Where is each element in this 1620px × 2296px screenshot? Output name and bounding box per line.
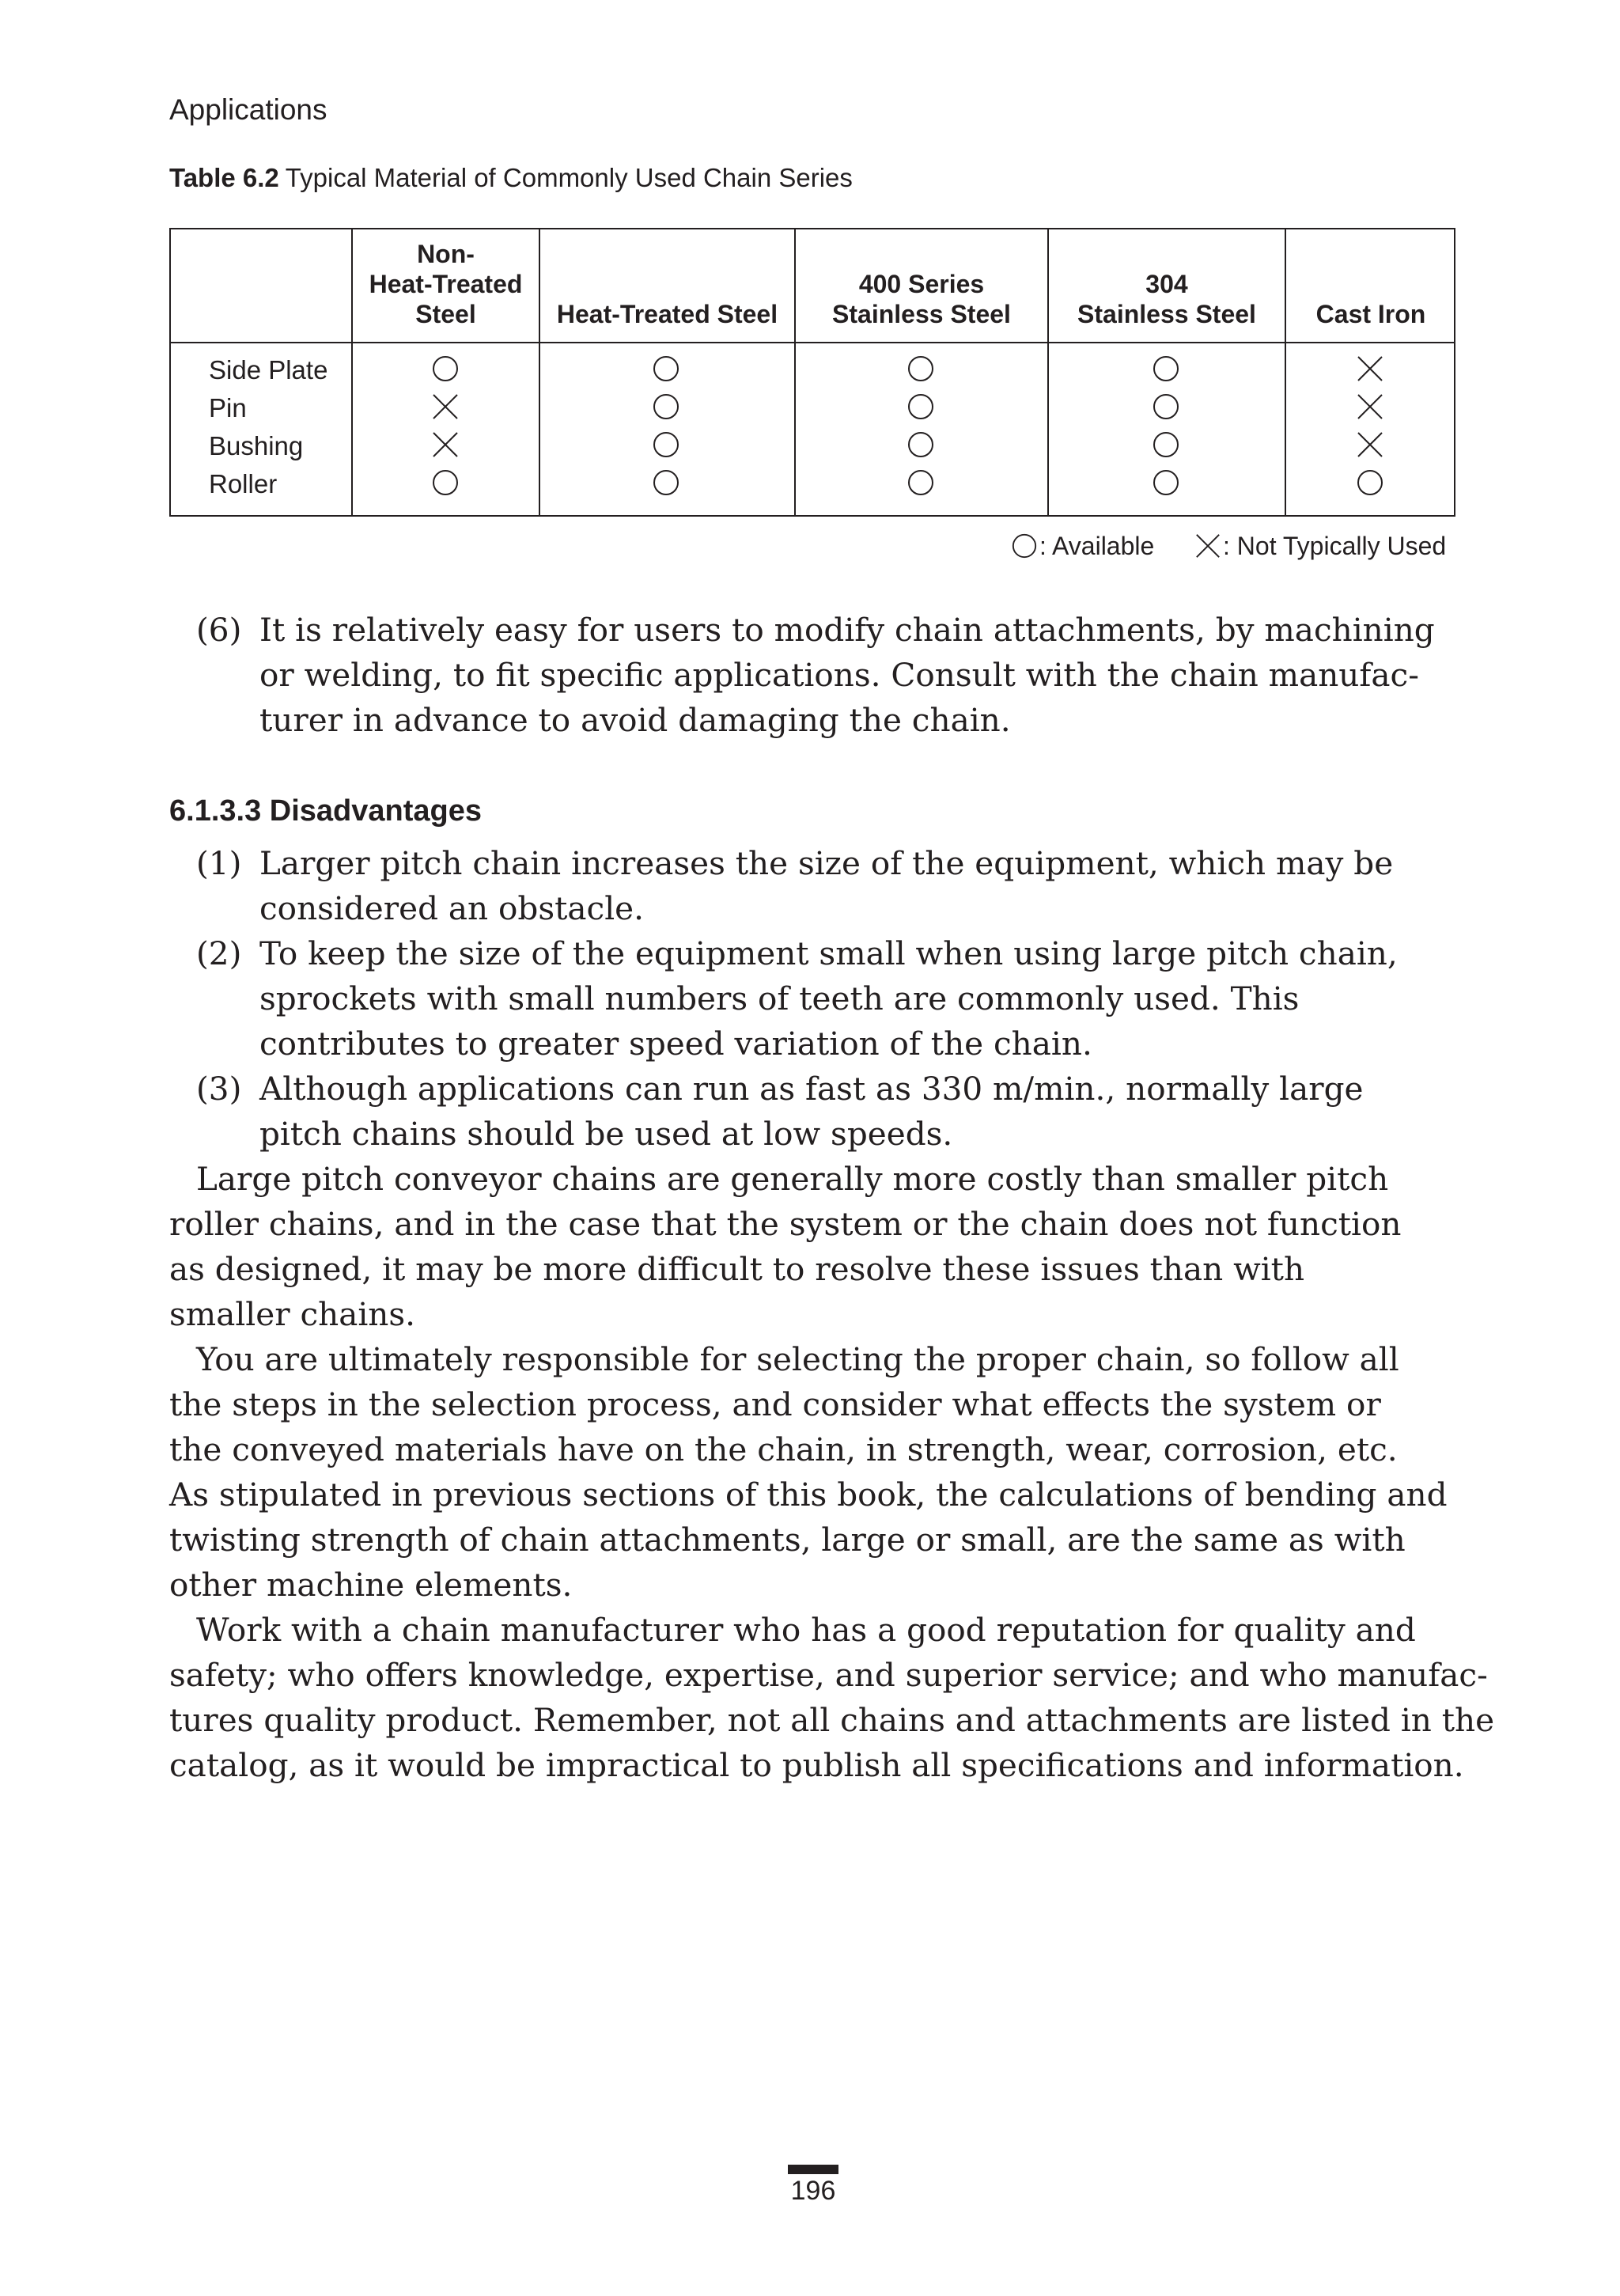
available-mark	[652, 354, 680, 383]
circle-icon	[652, 430, 680, 459]
available-mark	[1152, 354, 1180, 383]
text-line: As stipulated in previous sections of this book, the calculations of bending and	[169, 1476, 1448, 1514]
text-line: catalog, as it would be impractical to publish all specifications and information.	[169, 1746, 1464, 1784]
text-line: tures quality product. Remember, not all chains and attachments are listed in the	[169, 1701, 1495, 1739]
row-label-side-plate: Side Plate	[209, 355, 328, 385]
text-line: Large pitch conveyor chains are generally more costly than smaller pitch	[196, 1160, 1389, 1198]
text-line: turer in advance to avoid damaging the chain.	[259, 701, 1011, 739]
cross-icon	[1356, 392, 1384, 421]
text-line: smaller chains.	[169, 1295, 416, 1333]
circle-icon	[431, 468, 460, 497]
circle-icon	[1152, 354, 1180, 383]
available-mark	[907, 354, 935, 383]
circle-icon	[1356, 468, 1384, 497]
available-mark	[1152, 430, 1180, 459]
list-item-number: (6)	[196, 611, 242, 649]
available-mark	[431, 468, 460, 497]
legend-available	[1011, 530, 1154, 562]
text-line: Although applications can run as fast as 330 m/min., normally large	[259, 1070, 1364, 1108]
section-heading: 6.1.3.3 Disadvantages	[169, 794, 482, 828]
text-line: Larger pitch chain increases the size of the equipment, which may be	[259, 844, 1394, 882]
legend-not-used-label: : Not Typically Used	[1223, 532, 1447, 560]
legend-not-used	[1194, 530, 1446, 562]
column-header-304-stainless: 304 Stainless Steel	[1077, 270, 1256, 328]
list-item-number: (2)	[196, 934, 242, 972]
text-line: the conveyed materials have on the chain, in strength, wear, corrosion, etc.	[169, 1430, 1398, 1468]
table-caption	[169, 163, 853, 193]
cross-icon	[1194, 532, 1221, 559]
not-used-mark	[431, 430, 460, 459]
column-header-heat-treated-steel: Heat-Treated Steel	[556, 300, 778, 328]
circle-icon	[1011, 532, 1038, 559]
available-mark	[1152, 392, 1180, 421]
text-line: or welding, to fit specific applications. Consult with the chain manufac-	[259, 656, 1419, 694]
circle-icon	[652, 392, 680, 421]
text-line: considered an obstacle.	[259, 889, 644, 927]
row-label-pin: Pin	[209, 393, 247, 422]
available-mark	[431, 354, 460, 383]
text-line: It is relatively easy for users to modify chain attachments, by machining	[259, 611, 1435, 649]
available-mark	[907, 392, 935, 421]
paragraph-cost	[169, 1157, 1467, 1337]
available-mark	[1356, 468, 1384, 497]
column-header-400-series-stainless: 400 Series Stainless Steel	[832, 270, 1011, 328]
cross-icon	[1356, 354, 1384, 383]
not-used-mark	[1356, 430, 1384, 459]
cross-icon	[431, 392, 460, 421]
row-label-bushing: Bushing	[209, 431, 304, 460]
text-line: as designed, it may be more difficult to resolve these issues than with	[169, 1250, 1305, 1288]
text-line: sprockets with small numbers of teeth are commonly used. This	[259, 979, 1300, 1017]
not-used-mark	[1356, 392, 1384, 421]
available-mark	[1152, 468, 1180, 497]
circle-icon	[652, 354, 680, 383]
text-line: the steps in the selection process, and consider what effects the system or	[169, 1385, 1381, 1423]
text-line: To keep the size of the equipment small when using large pitch chain,	[259, 934, 1398, 972]
text-line: twisting strength of chain attachments, large or small, are the same as with	[169, 1521, 1406, 1559]
text-line: pitch chains should be used at low speeds.	[259, 1115, 953, 1153]
table-caption-text: Typical Material of Commonly Used Chain Series	[285, 163, 853, 192]
column-header-non-heat-treated-steel: Non- Heat-Treated Steel	[369, 240, 523, 328]
legend-available-label: : Available	[1039, 532, 1155, 560]
list-item-number: (3)	[196, 1070, 242, 1108]
circle-icon	[1152, 392, 1180, 421]
circle-icon	[907, 392, 935, 421]
material-table	[169, 228, 1455, 517]
page-number-bar	[788, 2165, 838, 2174]
circle-icon	[431, 354, 460, 383]
available-mark	[907, 468, 935, 497]
circle-icon	[1152, 430, 1180, 459]
circle-icon	[907, 468, 935, 497]
available-mark	[652, 392, 680, 421]
cross-icon	[431, 430, 460, 459]
cross-icon	[1356, 430, 1384, 459]
circle-icon	[907, 430, 935, 459]
circle-icon	[907, 354, 935, 383]
column-header-cast-iron: Cast Iron	[1315, 300, 1426, 328]
text-line: You are ultimately responsible for selecting the proper chain, so follow all	[196, 1340, 1399, 1378]
text-line: Work with a chain manufacturer who has a good reputation for quality and	[196, 1611, 1416, 1649]
text-line: other machine elements.	[169, 1566, 573, 1604]
list-item-number: (1)	[196, 844, 242, 882]
running-head: Applications	[169, 93, 327, 126]
available-mark	[652, 430, 680, 459]
paragraph-responsibility	[169, 1337, 1467, 1608]
text-line: roller chains, and in the case that the system or the chain does not function	[169, 1205, 1402, 1243]
paragraph-manufacturer	[169, 1608, 1495, 1788]
row-label-roller: Roller	[209, 469, 278, 498]
text-line: safety; who offers knowledge, expertise, and superior service; and who manufac-	[169, 1656, 1488, 1694]
page-number: 196	[790, 2176, 836, 2206]
text-line: contributes to greater speed variation of the chain.	[259, 1025, 1092, 1063]
available-mark	[907, 430, 935, 459]
available-mark	[652, 468, 680, 497]
table-caption-label: Table 6.2	[169, 163, 279, 192]
circle-icon	[652, 468, 680, 497]
not-used-mark	[431, 392, 460, 421]
not-used-mark	[1356, 354, 1384, 383]
circle-icon	[1152, 468, 1180, 497]
